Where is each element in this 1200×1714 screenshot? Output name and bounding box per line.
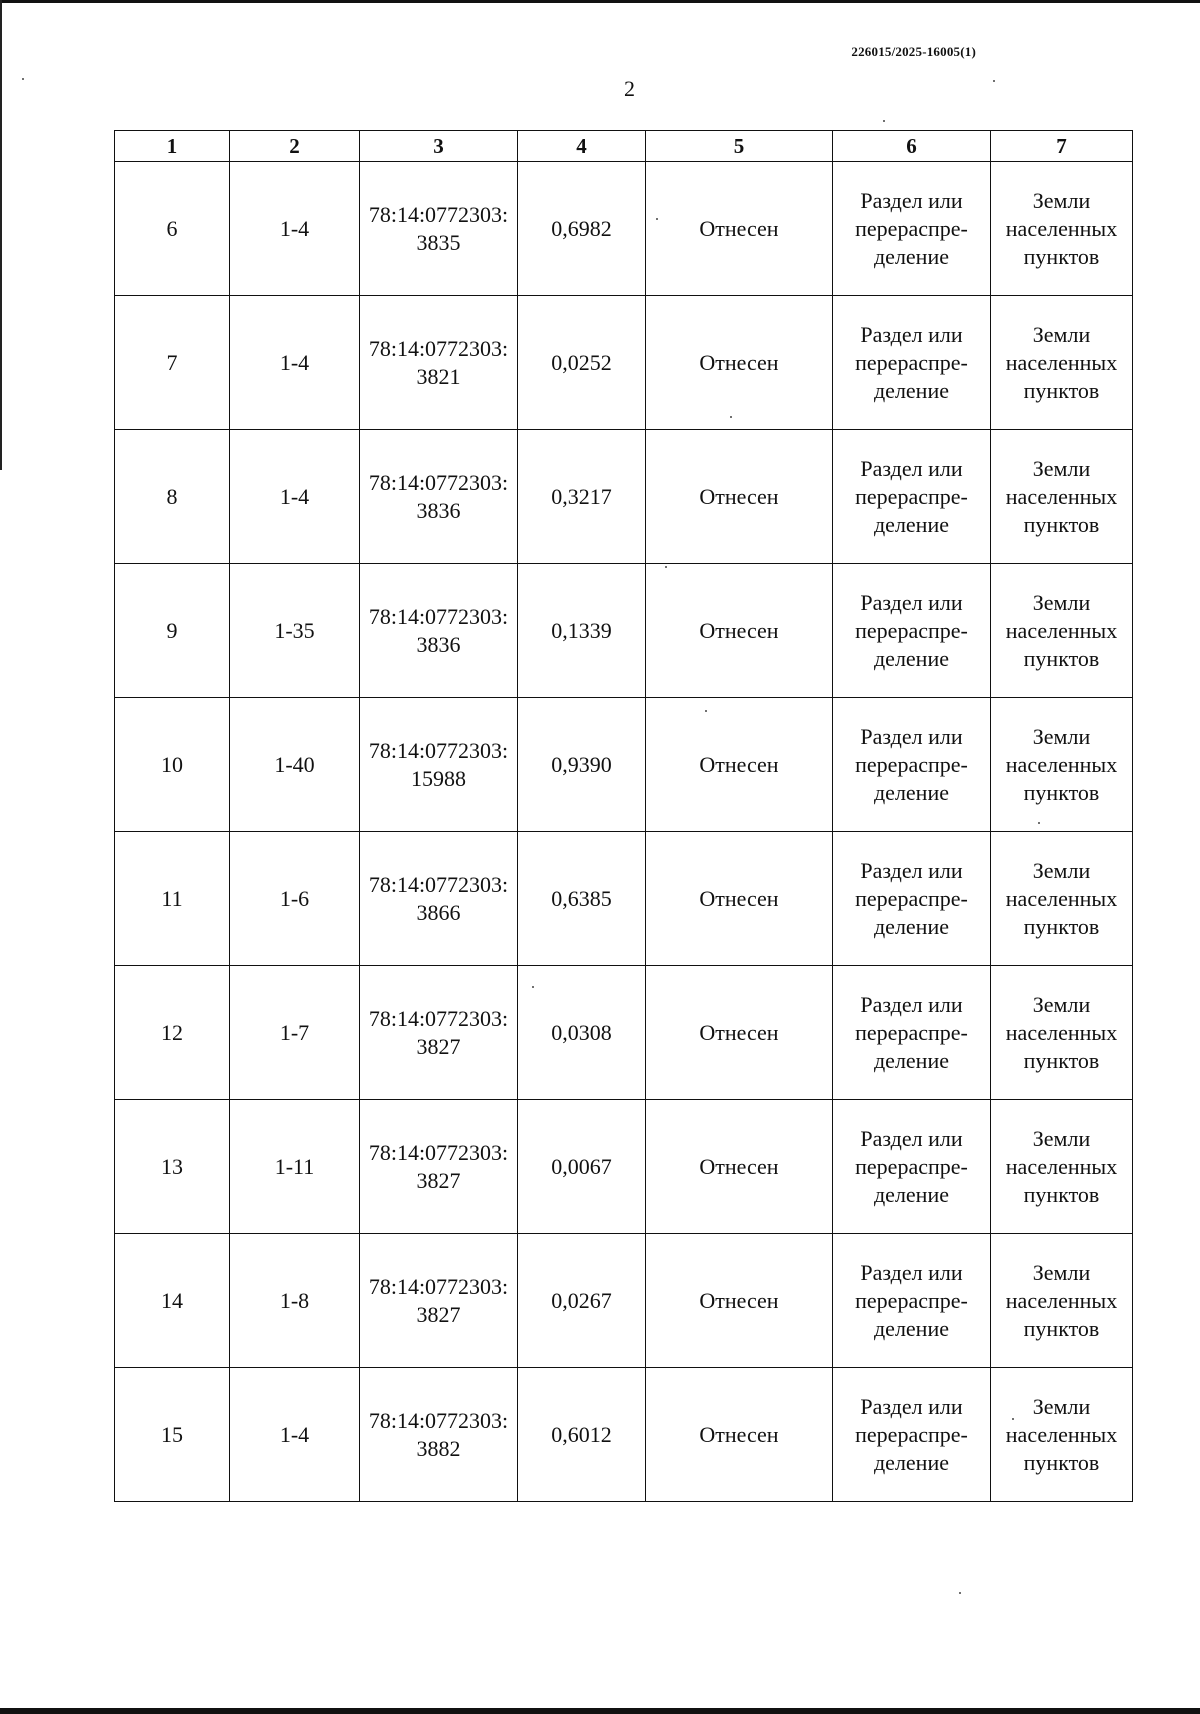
cell-land-category: Земли населенных пунктов (991, 1100, 1133, 1234)
scan-edge-top (0, 0, 1200, 3)
cell-area: 0,0308 (518, 966, 646, 1100)
cell-status: Отнесен (646, 162, 833, 296)
scan-speck (1012, 1418, 1014, 1420)
cell-area: 0,9390 (518, 698, 646, 832)
cell-area: 0,6385 (518, 832, 646, 966)
cell-status: Отнесен (646, 1100, 833, 1234)
cell-cadastral-number: 78:14:0772303: 3882 (360, 1368, 518, 1502)
table-row (115, 162, 1133, 296)
cell-method: Раздел или перераспре- деление (833, 162, 991, 296)
cell-cadastral-number: 78:14:0772303: 3827 (360, 1100, 518, 1234)
cell-method: Раздел или перераспре- деление (833, 832, 991, 966)
cell-area: 0,6982 (518, 162, 646, 296)
scan-speck (993, 80, 995, 82)
scan-speck (22, 78, 24, 80)
cell-status: Отнесен (646, 296, 833, 430)
cell-cadastral-number: 78:14:0772303: 3827 (360, 1234, 518, 1368)
cell-status: Отнесен (646, 698, 833, 832)
cell-contour-number: 1-4 (230, 162, 360, 296)
table-row (115, 832, 1133, 966)
cell-method: Раздел или перераспре- деление (833, 564, 991, 698)
cell-status: Отнесен (646, 1368, 833, 1502)
cell-method: Раздел или перераспре- деление (833, 698, 991, 832)
cell-contour-number: 1-8 (230, 1234, 360, 1368)
cell-contour-number: 1-11 (230, 1100, 360, 1234)
scan-speck (1038, 822, 1040, 824)
land-plots-table (114, 130, 1133, 1502)
cell-cadastral-number: 78:14:0772303: 3835 (360, 162, 518, 296)
cell-land-category: Земли населенных пунктов (991, 966, 1133, 1100)
cell-area: 0,0267 (518, 1234, 646, 1368)
scan-speck (730, 416, 732, 418)
cell-method: Раздел или перераспре- деление (833, 430, 991, 564)
cell-row-number: 8 (115, 430, 230, 564)
cell-row-number: 14 (115, 1234, 230, 1368)
table-row (115, 966, 1133, 1100)
cell-contour-number: 1-4 (230, 430, 360, 564)
page-number: 2 (624, 76, 635, 101)
table-row (115, 1368, 1133, 1502)
column-header-7: 7 (991, 131, 1133, 162)
cell-land-category: Земли населенных пунктов (991, 564, 1133, 698)
cell-row-number: 11 (115, 832, 230, 966)
scan-speck (656, 218, 658, 220)
cell-area: 0,3217 (518, 430, 646, 564)
cell-land-category: Земли населенных пунктов (991, 1368, 1133, 1502)
cell-method: Раздел или перераспре- деление (833, 1234, 991, 1368)
cell-contour-number: 1-6 (230, 832, 360, 966)
cell-row-number: 15 (115, 1368, 230, 1502)
table-header-row (115, 131, 1133, 162)
cell-row-number: 12 (115, 966, 230, 1100)
scan-speck (883, 120, 885, 122)
document-number: 226015/2025-16005(1) (851, 44, 976, 59)
column-header-2: 2 (230, 131, 360, 162)
scan-speck (665, 566, 667, 568)
cell-status: Отнесен (646, 1234, 833, 1368)
scan-edge-bottom (0, 1708, 1200, 1714)
scan-edge-left (0, 0, 2, 470)
cell-land-category: Земли населенных пунктов (991, 296, 1133, 430)
table-row (115, 430, 1133, 564)
cell-area: 0,0252 (518, 296, 646, 430)
cell-land-category: Земли населенных пунктов (991, 430, 1133, 564)
cell-contour-number: 1-7 (230, 966, 360, 1100)
cell-method: Раздел или перераспре- деление (833, 1368, 991, 1502)
table-row (115, 1234, 1133, 1368)
cell-contour-number: 1-40 (230, 698, 360, 832)
cell-land-category: Земли населенных пунктов (991, 162, 1133, 296)
table-row (115, 698, 1133, 832)
cell-row-number: 13 (115, 1100, 230, 1234)
cell-area: 0,0067 (518, 1100, 646, 1234)
cell-method: Раздел или перераспре- деление (833, 966, 991, 1100)
cell-cadastral-number: 78:14:0772303: 3836 (360, 430, 518, 564)
column-header-6: 6 (833, 131, 991, 162)
column-header-5: 5 (646, 131, 833, 162)
cell-cadastral-number: 78:14:0772303: 15988 (360, 698, 518, 832)
cell-status: Отнесен (646, 430, 833, 564)
cell-area: 0,1339 (518, 564, 646, 698)
cell-status: Отнесен (646, 832, 833, 966)
cell-row-number: 10 (115, 698, 230, 832)
cell-row-number: 9 (115, 564, 230, 698)
cell-cadastral-number: 78:14:0772303: 3821 (360, 296, 518, 430)
cell-row-number: 7 (115, 296, 230, 430)
cell-method: Раздел или перераспре- деление (833, 296, 991, 430)
cell-status: Отнесен (646, 564, 833, 698)
cell-contour-number: 1-4 (230, 296, 360, 430)
scan-speck (705, 710, 707, 712)
cell-land-category: Земли населенных пунктов (991, 698, 1133, 832)
cell-method: Раздел или перераспре- деление (833, 1100, 991, 1234)
column-header-4: 4 (518, 131, 646, 162)
column-header-3: 3 (360, 131, 518, 162)
table-row (115, 296, 1133, 430)
cell-land-category: Земли населенных пунктов (991, 832, 1133, 966)
cell-row-number: 6 (115, 162, 230, 296)
cell-contour-number: 1-35 (230, 564, 360, 698)
cell-cadastral-number: 78:14:0772303: 3827 (360, 966, 518, 1100)
table-row (115, 1100, 1133, 1234)
cell-cadastral-number: 78:14:0772303: 3836 (360, 564, 518, 698)
cell-status: Отнесен (646, 966, 833, 1100)
scan-speck (959, 1592, 961, 1594)
column-header-1: 1 (115, 131, 230, 162)
cell-cadastral-number: 78:14:0772303: 3866 (360, 832, 518, 966)
table-row (115, 564, 1133, 698)
cell-land-category: Земли населенных пунктов (991, 1234, 1133, 1368)
scan-speck (532, 986, 534, 988)
table-body (115, 162, 1133, 1502)
cell-contour-number: 1-4 (230, 1368, 360, 1502)
cell-area: 0,6012 (518, 1368, 646, 1502)
